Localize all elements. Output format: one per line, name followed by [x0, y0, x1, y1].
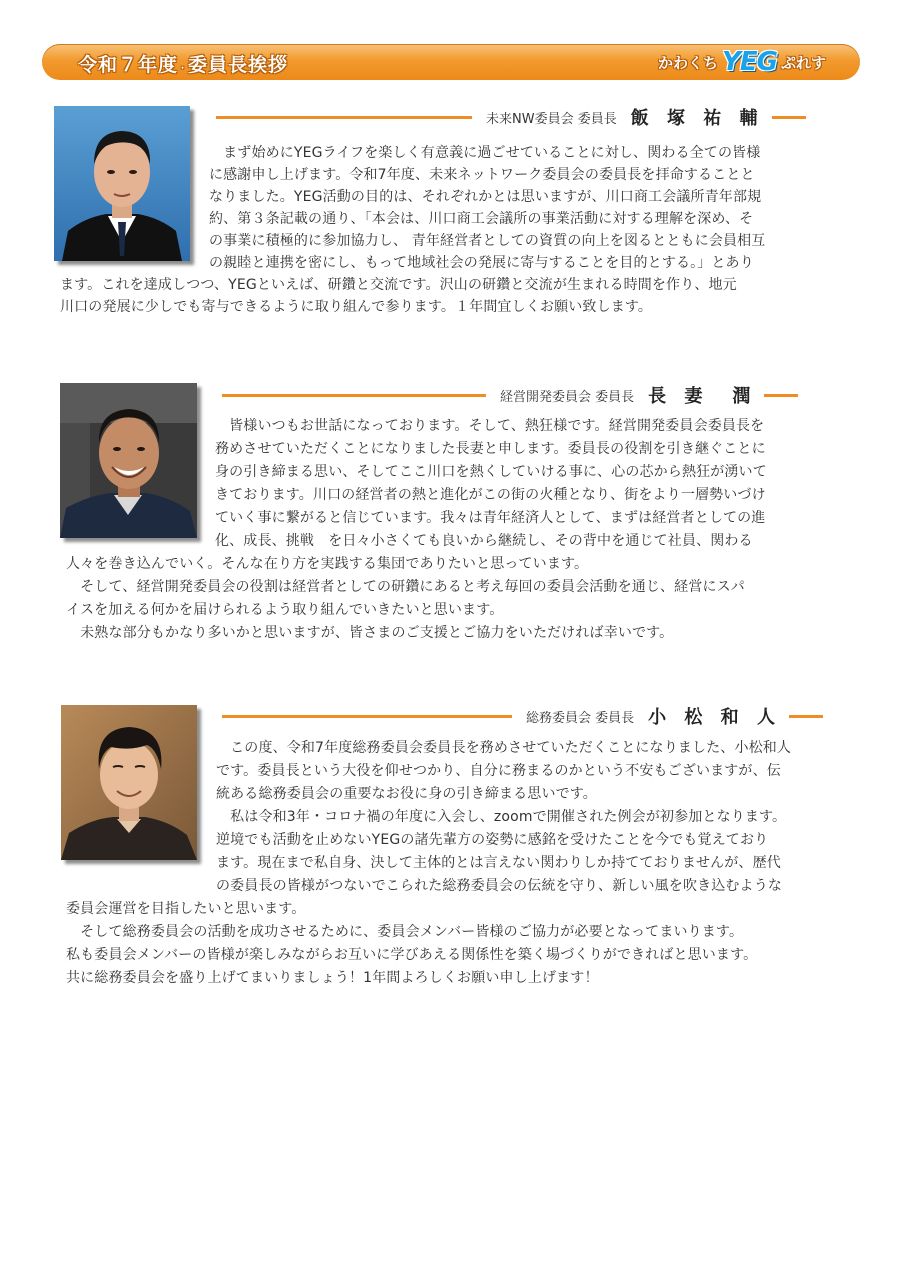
heading-rule-right: [772, 116, 806, 119]
body-line: ます。現在まで私自身、決して主体的とは言えない関わりしか持てておりませんが、歴代: [216, 855, 781, 871]
body-line: 私は令和3年・コロナ禍の年度に入会し、zoomで開催された例会が初参加となります。: [216, 809, 787, 825]
body-line: に感謝申し上げます。令和7年度、未来ネットワーク委員会の委員長を拝命することと: [209, 167, 755, 183]
body-line: 身の引き締まる思い、そしてここ川口を熱くしていける事に、心の芯から熱狂が湧いて: [215, 464, 767, 480]
body-line: 未熟な部分もかなり多いかと思いますが、皆さまのご支援とご協力をいただければ幸いです。: [66, 625, 674, 641]
heading-komatsu: [222, 706, 823, 726]
heading-iizuka: [216, 107, 806, 127]
body-line: そして、経営開発委員会の役割は経営者としての研鑽にあると考え毎回の委員会活動を通じ、経営にスパ: [66, 579, 745, 595]
body-line: そして総務委員会の活動を成功させるために、委員会メンバー皆様のご協力が必要となってまいります。: [66, 924, 744, 940]
body-line: なりました。YEG活動の目的は、それぞれかとは思いますが、川口商工会議所青年部規: [209, 189, 762, 205]
chair-name: 飯 塚 祐 輔: [630, 108, 764, 129]
body-line: の事業に積極的に参加協力し、 青年経営者としての資質の向上を図るとともに会員相互: [209, 233, 766, 249]
body-line: 化、成長、挑戦 を日々小さくても良いから継続し、その背中を通じて社員、関わる: [215, 533, 753, 549]
committee-role: 総務委員会 委員長: [526, 710, 635, 726]
body-line: です。委員長という大役を仰せつかり、自分に務まるのかという不安もございますが、伝: [216, 763, 781, 779]
body-line: この度、令和7年度総務委員会委員長を務めさせていただくことになりました、小松和人: [216, 740, 792, 756]
chair-name: 長 妻 潤: [648, 386, 757, 407]
brand-logo: [658, 47, 826, 77]
banner-title-sub: 委員長挨拶: [188, 54, 289, 76]
banner-title: [78, 50, 288, 77]
portrait-photo-komatsu: [61, 705, 197, 860]
body-line: ます。これを達成しつつ、YEGといえば、研鑽と交流です。沢山の研鑽と交流が生まれる時間を作り、地元: [60, 277, 737, 293]
heading-nagatsuma: [222, 385, 798, 405]
heading-rule-left: [222, 394, 486, 397]
header-banner: [42, 44, 860, 80]
portrait-photo-iizuka: [54, 106, 190, 261]
body-line: 皆様いつもお世話になっております。そして、熱狂様です。経営開発委員会委員長を: [215, 418, 765, 434]
heading-rule-right: [764, 394, 798, 397]
body-line: ていく事に繋がると信じています。我々は青年経済人として、まずは経営者としての進: [215, 510, 766, 526]
body-line: 人々を巻き込んでいく。そんな在り方を実践する集団でありたいと思っています。: [66, 556, 589, 572]
heading-rule-right: [789, 715, 823, 718]
brand-left: かわくち: [658, 53, 719, 72]
banner-title-dot: ・: [178, 64, 189, 74]
body-line: イスを加える何かを届けられるよう取り組んでいきたいと思います。: [66, 602, 504, 618]
body-line: の委員長の皆様がつないでこられた総務委員会の伝統を守り、新しい風を吹き込むような: [216, 878, 782, 894]
committee-role: 経営開発委員会 委員長: [500, 389, 635, 405]
body-line: まず始めにYEGライフを楽しく有意義に過ごせていることに対し、関わる全ての皆様: [209, 145, 761, 161]
body-line: 逆境でも活動を止めないYEGの諸先輩方の姿勢に感銘を受けたことを今でも覚えており: [216, 832, 769, 848]
portrait-photo-nagatsuma: [60, 383, 197, 538]
banner-title-main: 令和７年度: [78, 54, 179, 76]
heading-rule-left: [216, 116, 472, 119]
committee-role: 未来NW委員会 委員長: [486, 111, 617, 127]
body-line: 共に総務委員会を盛り上げてまいりましょう！1年間よろしくお願い申し上げます！: [66, 970, 599, 986]
body-line: 委員会運営を目指したいと思います。: [66, 901, 306, 917]
body-line: 約、第３条記載の通り、「本会は、川口商工会議所の事業活動に対する理解を深め、そ: [209, 211, 754, 227]
body-line: きております。川口の経営者の熱と進化がこの街の火種となり、街をより一層勢いづけ: [215, 487, 766, 503]
body-line: 統ある総務委員会の重要なお役に身の引き締まる思いです。: [216, 786, 597, 802]
brand-yeg: YEG: [722, 47, 777, 77]
body-line: 務めさせていただくことになりました長妻と申します。委員長の役割を引き継ぐことに: [215, 441, 766, 457]
heading-rule-left: [222, 715, 512, 718]
body-line: 川口の発展に少しでも寄与できるように取り組んで参ります。１年間宜しくお願い致します。: [60, 299, 653, 315]
body-line: の親睦と連携を密にし、もって地域社会の発展に寄与することを目的とする。」とあり: [209, 255, 754, 271]
chair-name: 小 松 和 人: [648, 707, 781, 728]
brand-right: ぷれす: [780, 53, 826, 72]
body-line: 私も委員会メンバーの皆様が楽しみながらお互いに学びあえる関係性を築く場づくりができればと思います。: [66, 947, 758, 963]
